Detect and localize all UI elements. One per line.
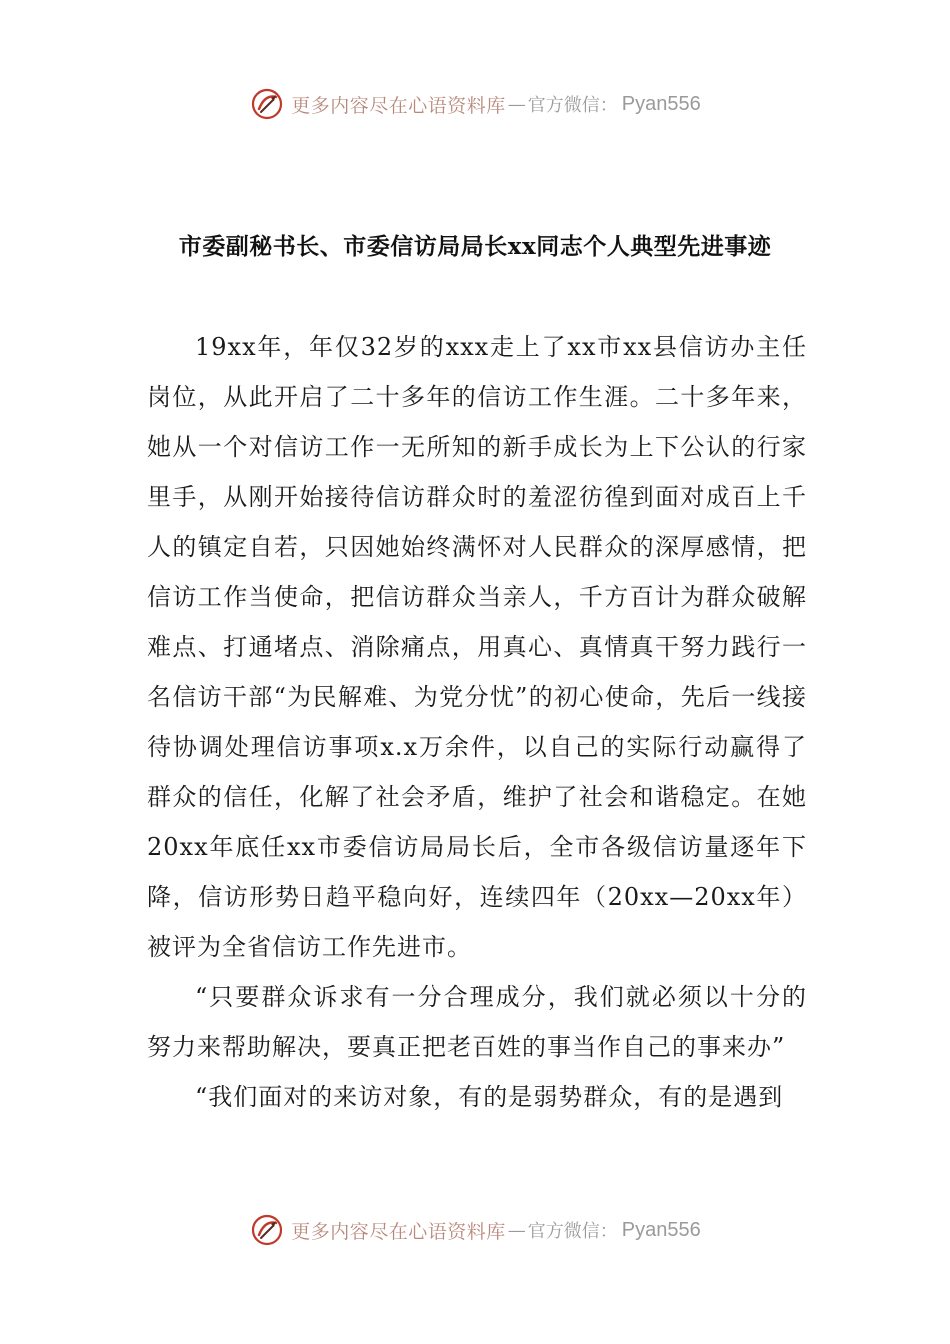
banner-wechat-label: 官方微信： — [527, 1221, 618, 1242]
header-banner — [0, 84, 950, 124]
banner-wechat-id: Pyan556 — [621, 92, 701, 115]
banner-dash: — — [507, 1219, 526, 1241]
banner-wechat-label: 官方微信： — [527, 95, 618, 116]
document-title: 市委副秘书长、市委信访局局长xx同志个人典型先进事迹 — [178, 233, 772, 260]
footer-banner — [0, 1210, 950, 1250]
document-body — [147, 322, 807, 1122]
banner-text: 更多内容尽在心语资料库 — [291, 94, 506, 117]
paragraph-intro: 19xx年，年仅32岁的xxx走上了xx市xx县信访办主任岗位，从此开启了二十多年的信访工作生涯。二十多年来，她从一个对信访工作一无所知的新手成长为上下公认的行家里手，从刚开始接待信访群众时的羞涩彷徨到面对成百上千人的镇定自若，只因她始终满怀对人民群众的深厚感情，把信访工作当使命，把信访群众当亲人，千方百计为群众破解难点、打通堵点、消除痛点，用真心、真情真干努力践行一名信访干部“为民解难、为党分忧”的初心使命，先后一线接待协调处理信访事项x.x万余件，以自己的实际行动赢得了群众的信任，化解了社会矛盾，维护了社会和谐稳定。在她20xx年底任xx市委信访局局长后，全市各级信访量逐年下降，信访形势日趋平稳向好，连续四年（20xx—20xx年）被评为全省信访工作先进市。 — [147, 333, 807, 961]
banner-wechat-id: Pyan556 — [621, 1218, 701, 1241]
brand-logo-icon — [249, 1212, 285, 1248]
banner-text: 更多内容尽在心语资料库 — [291, 1220, 506, 1243]
paragraph-quote-2: “我们面对的来访对象，有的是弱势群众，有的是遇到 — [195, 1083, 784, 1111]
paragraph-quote-1: “只要群众诉求有一分合理成分，我们就必须以十分的努力来帮助解决，要真正把老百姓的事当作自己的事来办” — [147, 983, 807, 1061]
banner-dash: — — [507, 93, 526, 115]
brand-logo-icon — [249, 86, 285, 122]
